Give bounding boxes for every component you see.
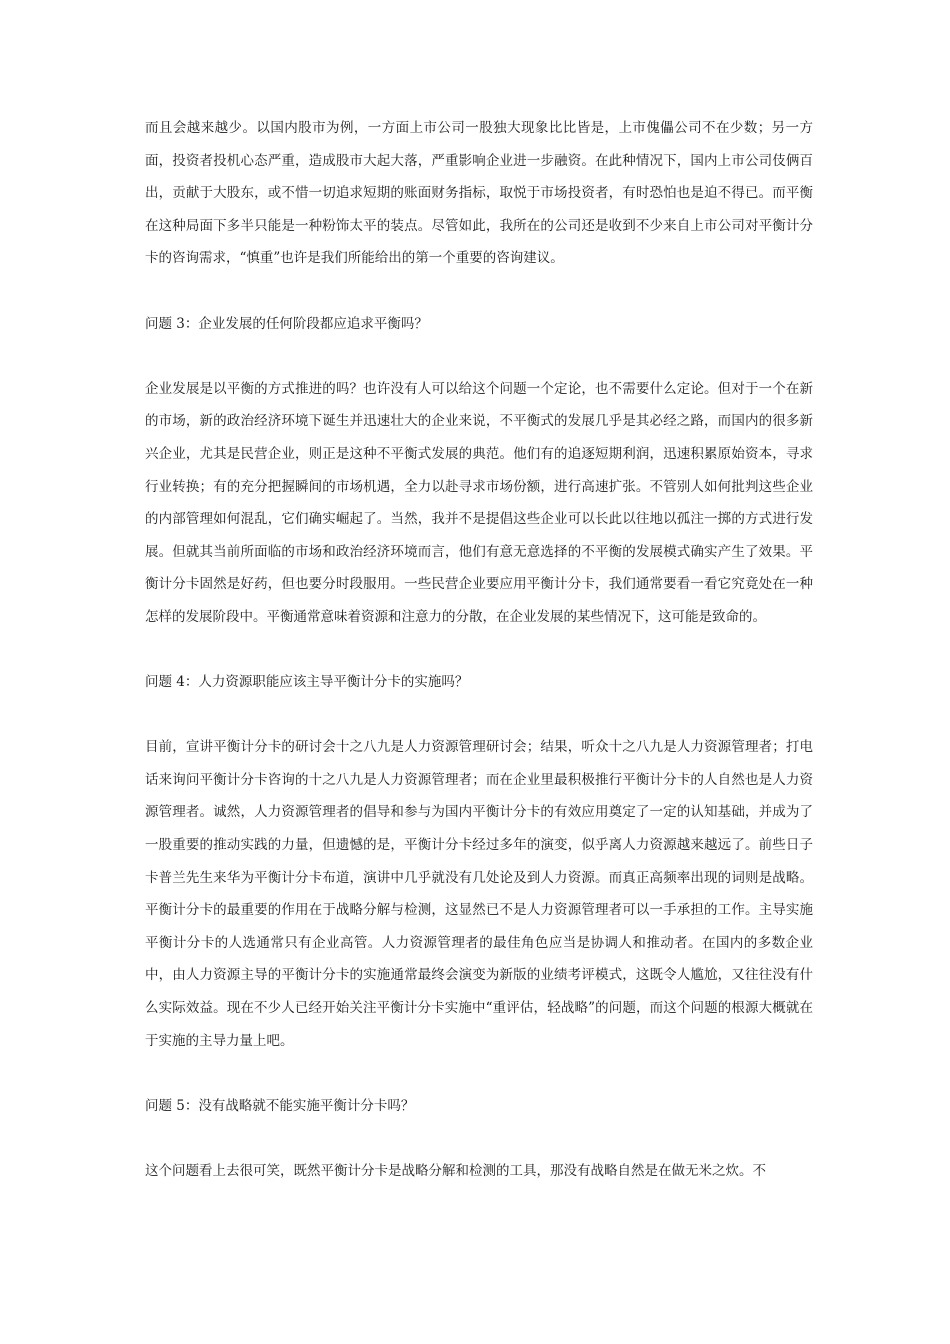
- paragraph-spacer: [145, 1122, 813, 1155]
- paragraph-spacer: [145, 634, 813, 667]
- paragraph-listed-companies: 而且会越来越少。以国内股市为例，一方面上市公司一股独大现象比比皆是，上市傀儡公司不在少数；另一方面，投资者投机心态严重，造成股市大起大落，严重影响企业进一步融资。在此种情况下，国内上市公司伎俩百出，贡献于大股东，或不惜一切追求短期的账面财务指标，取悦于市场投资者，有时恐怕也是迫不得已。而平衡在这种局面下多半只能是一种粉饰太平的装点。尽管如此，我所在的公司还是收到不少来自上市公司对平衡计分卡的咨询需求，“慎重”也许是我们所能给出的第一个重要的咨询建议。: [145, 120, 813, 267]
- paragraph-development-stages: 企业发展是以平衡的方式推进的吗？也许没有人可以给这个问题一个定论，也不需要什么定论。但对于一个在新的市场，新的政治经济环境下诞生并迅速壮大的企业来说，不平衡式的发展几乎是其必经之路，而国内的很多新兴企业，尤其是民营企业，则正是这种不平衡式发展的典范。他们有的追逐短期利润，迅速积累原始资本，寻求行业转换；有的充分把握瞬间的市场机遇，全力以赴寻求市场份额，进行高速扩张。不管别人如何批判这些企业的内部管理如何混乱，它们确实崛起了。当然，我并不是提倡这些企业可以长此以往地以孤注一掷的方式进行发展。但就其当前所面临的市场和政治经济环境而言，他们有意无意选择的不平衡的发展模式确实产生了效果。平衡计分卡固然是好药，但也要分时段服用。一些民营企业要应用平衡计分卡，我们通常要看一看它究竟处在一种怎样的发展阶段中。平衡通常意味着资源和注意力的分散，在企业发展的某些情况下，这可能是致命的。: [145, 380, 813, 625]
- paragraph-human-resources: 目前，宣讲平衡计分卡的研讨会十之八九是人力资源管理研讨会；结果，听众十之八九是人力资源管理者；打电话来询问平衡计分卡咨询的十之八九是人力资源管理者；而在企业里最积极推行平衡计分卡的人自然也是人力资源管理者。诚然，人力资源管理者的倡导和参与为国内平衡计分卡的有效应用奠定了一定的认知基础，并成为了一股重要的推动实践的力量，但遗憾的是，平衡计分卡经过多年的演变，似乎离人力资源越来越远了。前些日子卡普兰先生来华为平衡计分卡布道，演讲中几乎就没有几处论及到人力资源。而真正高频率出现的词则是战略。平衡计分卡的最重要的作用在于战略分解与检测，这显然已不是人力资源管理者可以一手承担的工作。主导实施平衡计分卡的人选通常只有企业高管。人力资源管理者的最佳角色应当是协调人和推动者。在国内的多数企业中，由人力资源主导的平衡计分卡的实施通常最终会演变为新版的业绩考评模式，这既令人尴尬，又往往没有什么实际效益。现在不少人已经开始关注平衡计分卡实施中“重评估，轻战略”的问题，而这个问题的根源大概就在于实施的主导力量上吧。: [145, 739, 813, 1049]
- paragraph-strategy: 这个问题看上去很可笑，既然平衡计分卡是战略分解和检测的工具，那没有战略自然是在做无米之炊。不: [145, 1163, 766, 1179]
- question-5-heading: 问题 5：没有战略就不能实施平衡计分卡吗？: [145, 1097, 415, 1114]
- paragraph-spacer: [145, 1057, 813, 1090]
- paragraph-spacer: [145, 340, 813, 373]
- question-4-heading: 问题 4：人力资源职能应该主导平衡计分卡的实施吗？: [145, 674, 469, 691]
- document-body: [145, 112, 813, 1188]
- paragraph-spacer: [145, 275, 813, 308]
- question-3-heading: 问题 3：企业发展的任何阶段都应追求平衡吗？: [145, 315, 428, 332]
- paragraph-spacer: [145, 699, 813, 732]
